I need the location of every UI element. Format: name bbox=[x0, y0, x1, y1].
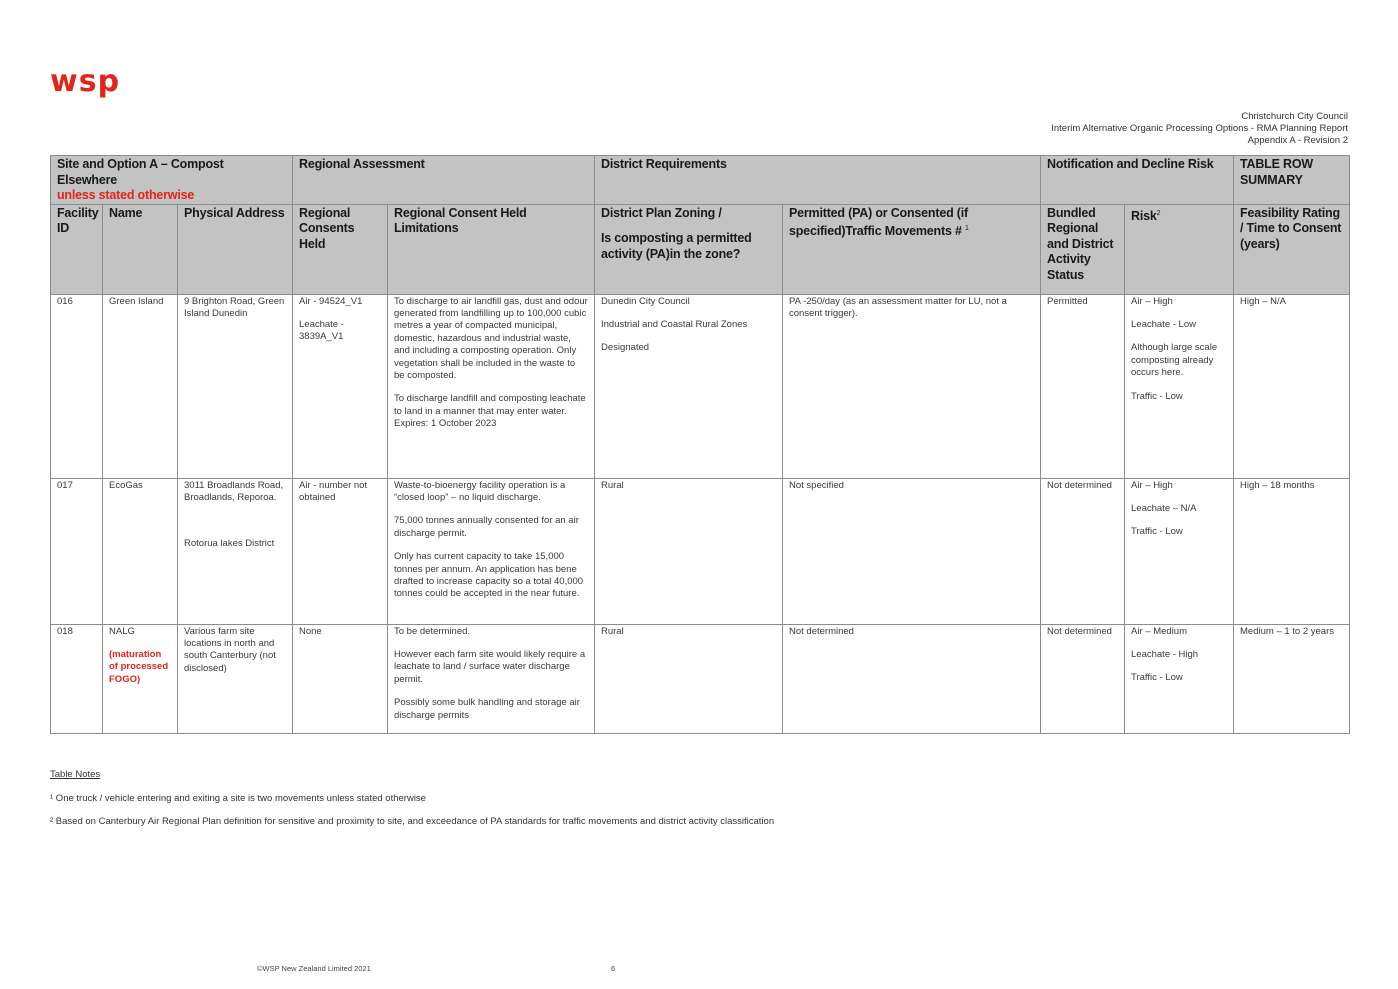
group-site-title: Site and Option A – Compost Elsewhere bbox=[57, 157, 224, 187]
risk bbox=[1125, 294, 1234, 478]
facility-id: 016 bbox=[51, 294, 103, 478]
risk-item: Leachate - High bbox=[1131, 648, 1199, 660]
risk-item: Traffic - Low bbox=[1131, 672, 1183, 684]
report-header bbox=[1051, 111, 1348, 147]
traffic: Not determined bbox=[783, 624, 1041, 733]
zoning: Rural bbox=[595, 624, 783, 733]
address-line: 3011 Broadlands Road, Broadlands, Reporoa. bbox=[184, 479, 284, 503]
consent-item: Leachate - 3839A_V1 bbox=[299, 318, 344, 343]
group-site-note: unless stated otherwise bbox=[57, 188, 195, 202]
limitation-item: Only has current capacity to take 15,000 tonnes per annum. An application has bene drafted to increase capacity so a total 40,000 tonnes could be accepted in the near future. bbox=[394, 551, 584, 600]
zoning-item: Dunedin City Council bbox=[601, 295, 690, 307]
client-name: Christchurch City Council bbox=[1241, 111, 1348, 122]
limitations bbox=[388, 624, 595, 733]
risk-item: Traffic - Low bbox=[1131, 390, 1183, 402]
zoning: Rural bbox=[595, 478, 783, 624]
zoning bbox=[595, 294, 783, 478]
address: 9 Brighton Road, Green Island Dunedin bbox=[178, 294, 293, 478]
risk bbox=[1125, 478, 1234, 624]
col-address: Physical Address bbox=[178, 204, 293, 294]
feasibility: Medium – 1 to 2 years bbox=[1234, 624, 1350, 733]
limitations bbox=[388, 478, 595, 624]
limitation-item: 75,000 tonnes annually consented for an air discharge permit. bbox=[394, 515, 579, 539]
table-row bbox=[51, 294, 1350, 478]
col-consents: Regional Consents Held bbox=[293, 204, 388, 294]
risk bbox=[1125, 624, 1234, 733]
column-header-row bbox=[51, 204, 1350, 294]
col-limitations: Regional Consent Held Limitations bbox=[388, 204, 595, 294]
consents bbox=[293, 294, 388, 478]
group-site bbox=[51, 156, 293, 205]
consents: None bbox=[293, 624, 388, 733]
assessment-table bbox=[50, 155, 1350, 734]
consent-item: Air - 94524_V1 bbox=[299, 295, 363, 307]
activity-status: Permitted bbox=[1041, 294, 1125, 478]
col-zoning-b: Is composting a permitted activity (PA)in the zone? bbox=[601, 231, 752, 261]
col-risk-footnote: 2 bbox=[1156, 209, 1161, 217]
page-number: 6 bbox=[611, 964, 616, 973]
feasibility: High – N/A bbox=[1234, 294, 1350, 478]
limitation-item: However each farm site would likely require a leachate to land / surface water discharge permit. bbox=[394, 648, 586, 685]
zoning-item: Designated bbox=[601, 342, 650, 354]
col-name: Name bbox=[103, 204, 178, 294]
group-notification: Notification and Decline Risk bbox=[1041, 156, 1234, 205]
col-risk-label: Risk bbox=[1131, 208, 1157, 223]
col-status: Bundled Regional and District Activity Status bbox=[1041, 204, 1125, 294]
facility-id: 017 bbox=[51, 478, 103, 624]
address bbox=[178, 478, 293, 624]
address: Various farm site locations in north and south Canterbury (not disclosed) bbox=[178, 624, 293, 733]
limitation-item: To discharge landfill and composting leachate to land in a manner that may enter water. Expires: 1 October 2023 bbox=[394, 393, 586, 430]
report-title: Interim Alternative Organic Processing Options - RMA Planning Report bbox=[1051, 123, 1348, 134]
table-row bbox=[51, 624, 1350, 733]
risk-item: Although large scale composting already occurs here. bbox=[1131, 342, 1218, 379]
col-zoning bbox=[595, 204, 783, 294]
address-line: Rotorua lakes District bbox=[184, 538, 275, 550]
col-zoning-a: District Plan Zoning / bbox=[601, 205, 722, 220]
col-traffic bbox=[783, 204, 1041, 294]
col-traffic-footnote: 1 bbox=[965, 225, 969, 232]
facility-name-text: NALG bbox=[109, 625, 135, 637]
risk-item: Air – High bbox=[1131, 479, 1173, 491]
limitation-item: To be determined. bbox=[394, 625, 471, 637]
risk-item: Air – Medium bbox=[1131, 625, 1187, 637]
feasibility: High – 18 months bbox=[1234, 478, 1350, 624]
limitation-item: Waste-to-bioenergy facility operation is a “closed loop” – no liquid discharge. bbox=[394, 479, 566, 503]
facility-name-note: (maturation of processed FOGO) bbox=[109, 648, 169, 685]
risk-item: Leachate - Low bbox=[1131, 318, 1196, 330]
risk-item: Leachate – N/A bbox=[1131, 502, 1197, 514]
col-feasibility: Feasibility Rating / Time to Consent (years) bbox=[1234, 204, 1350, 294]
limitations bbox=[388, 294, 595, 478]
traffic: PA -250/day (as an assessment matter for LU, not a consent trigger). bbox=[783, 294, 1041, 478]
group-summary: TABLE ROW SUMMARY bbox=[1234, 156, 1350, 205]
wsp-logo: wsp bbox=[50, 64, 121, 99]
risk-item: Air – High bbox=[1131, 295, 1173, 307]
traffic: Not specified bbox=[783, 478, 1041, 624]
footer-copyright: ©WSP New Zealand Limited 2021 bbox=[257, 964, 371, 973]
limitation-item: Possibly some bulk handling and storage air discharge permits bbox=[394, 697, 580, 721]
col-traffic-label: Permitted (PA) or Consented (if specified)Traffic Movements # bbox=[789, 205, 968, 239]
facility-name: Green Island bbox=[103, 294, 178, 478]
table-note-2: ² Based on Canterbury Air Regional Plan definition for sensitive and proximity to site, and exceedance of PA standards for traffic movements and district activity classification bbox=[50, 816, 775, 827]
activity-status: Not determined bbox=[1041, 478, 1125, 624]
risk-item: Traffic - Low bbox=[1131, 526, 1183, 538]
table-row bbox=[51, 478, 1350, 624]
table-note-1: ¹ One truck / vehicle entering and exiting a site is two movements unless stated otherwise bbox=[50, 793, 426, 804]
col-risk bbox=[1125, 204, 1234, 294]
appendix-label: Appendix A - Revision 2 bbox=[1247, 135, 1348, 146]
table-notes-title: Table Notes bbox=[50, 769, 101, 780]
activity-status: Not determined bbox=[1041, 624, 1125, 733]
facility-name bbox=[103, 624, 178, 733]
limitation-item: To discharge to air landfill gas, dust and odour generated from landfilling up to 100,000 cubic metres a year of compacted municipal, domestic, hazardous and industrial waste, and including a composting operation. Only vegetation shall be included in the waste to be composted. bbox=[394, 295, 588, 381]
col-facility-id: Facility ID bbox=[51, 204, 103, 294]
zoning-item: Industrial and Coastal Rural Zones bbox=[601, 318, 748, 330]
group-district: District Requirements bbox=[595, 156, 1041, 205]
group-header-row bbox=[51, 156, 1350, 205]
consents: Air - number not obtained bbox=[293, 478, 388, 624]
facility-id: 018 bbox=[51, 624, 103, 733]
group-regional: Regional Assessment bbox=[293, 156, 595, 205]
facility-name: EcoGas bbox=[103, 478, 178, 624]
